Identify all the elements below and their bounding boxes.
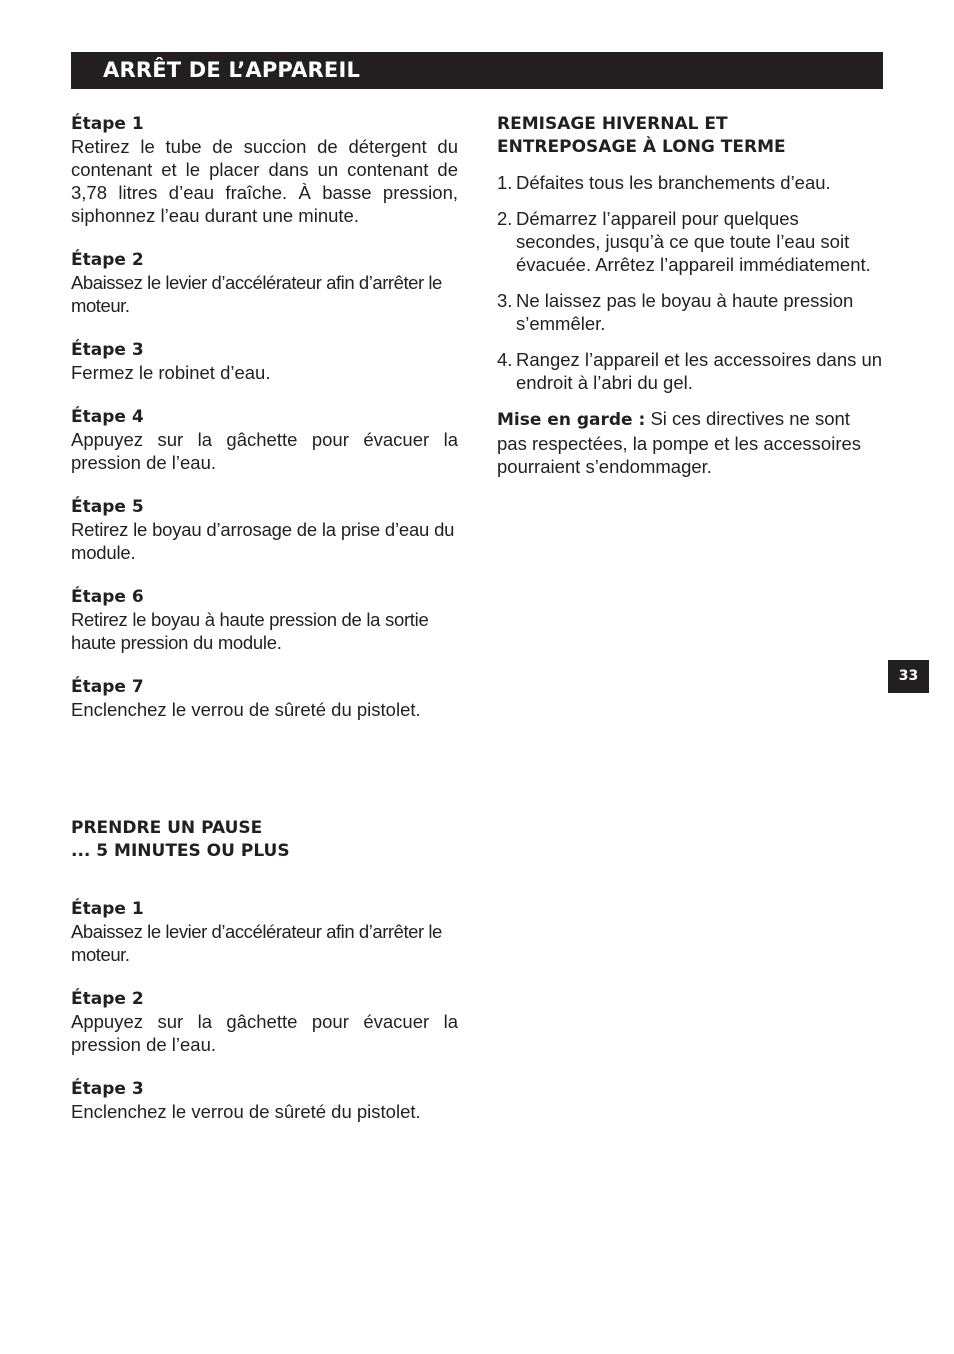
step-label: Étape 5 <box>71 497 144 517</box>
warning-label: Mise en garde : <box>497 410 646 430</box>
pause-title-line-1: PRENDRE UN PAUSE <box>71 818 263 838</box>
step-text: Appuyez sur la gâchette pour évacuer la pression de l’eau. <box>71 1011 458 1055</box>
list-item <box>497 171 884 194</box>
step-text: Appuyez sur la gâchette pour évacuer la pression de l’eau. <box>71 429 458 473</box>
section-title-bar <box>71 52 883 89</box>
storage-list <box>497 171 884 394</box>
step-text: Retirez le boyau d’arrosage de la prise d’eau du module. <box>71 519 455 563</box>
step-label: Étape 7 <box>71 677 144 697</box>
list-text: Ne laissez pas le boyau à haute pression s’emmêler. <box>516 290 854 334</box>
step-label: Étape 3 <box>71 340 144 360</box>
list-text: Rangez l’appareil et les accessoires dans un endroit à l’abri du gel. <box>516 349 883 393</box>
shutdown-step <box>71 586 458 654</box>
step-label: Étape 1 <box>71 114 144 134</box>
left-column <box>71 113 458 1145</box>
step-label: Étape 2 <box>71 989 144 1009</box>
page-number-badge: 33 <box>888 660 929 693</box>
step-label: Étape 6 <box>71 587 144 607</box>
list-item <box>497 207 884 276</box>
shutdown-step <box>71 496 458 564</box>
list-number: 4. <box>497 349 513 370</box>
step-text: Abaissez le levier d’accélérateur afin d’arrêter le moteur. <box>71 272 442 316</box>
step-text: Abaissez le levier d’accélérateur afin d’arrêter le moteur. <box>71 921 442 965</box>
list-item <box>497 348 884 394</box>
warning-text: Si ces directives ne sont pas respectées, la pompe et les accessoires pourraient s’endommager. <box>497 408 862 477</box>
shutdown-step <box>71 113 458 227</box>
step-label: Étape 2 <box>71 250 144 270</box>
step-label: Étape 4 <box>71 407 144 427</box>
pause-section <box>71 817 458 1123</box>
list-number: 2. <box>497 208 513 229</box>
list-text: Défaites tous les branchements d’eau. <box>516 172 831 193</box>
storage-title-line-1: REMISAGE HIVERNAL ET <box>497 114 728 134</box>
step-label: Étape 3 <box>71 1079 144 1099</box>
right-column <box>497 113 884 478</box>
pause-step <box>71 1078 458 1123</box>
step-text: Enclenchez le verrou de sûreté du pistolet. <box>71 1101 421 1122</box>
step-label: Étape 1 <box>71 899 144 919</box>
step-text: Fermez le robinet d’eau. <box>71 362 271 383</box>
storage-title-line-2: ENTREPOSAGE À LONG TERME <box>497 137 786 157</box>
shutdown-step <box>71 406 458 474</box>
list-number: 1. <box>497 172 513 193</box>
pause-step <box>71 988 458 1056</box>
shutdown-step <box>71 249 458 317</box>
list-number: 3. <box>497 290 513 311</box>
page-title: ARRÊT DE L’APPAREIL <box>103 58 361 82</box>
list-item <box>497 289 884 335</box>
list-text: Démarrez l’appareil pour quelques secondes, jusqu’à ce que toute l’eau soit évacuée. Arrêtez l’appareil immédiatement. <box>516 208 871 275</box>
shutdown-step <box>71 339 458 384</box>
pause-title-line-2: ... 5 MINUTES OU PLUS <box>71 841 290 861</box>
step-text: Retirez le boyau à haute pression de la sortie haute pression du module. <box>71 609 429 653</box>
warning-paragraph <box>497 407 884 478</box>
pause-step <box>71 898 458 966</box>
step-text: Enclenchez le verrou de sûreté du pistolet. <box>71 699 421 720</box>
shutdown-step <box>71 676 458 721</box>
step-text: Retirez le tube de succion de détergent du contenant et le placer dans un contenant de 3,78 litres d’eau fraîche. À basse pression, siphonnez l’eau durant une minute. <box>71 136 458 226</box>
